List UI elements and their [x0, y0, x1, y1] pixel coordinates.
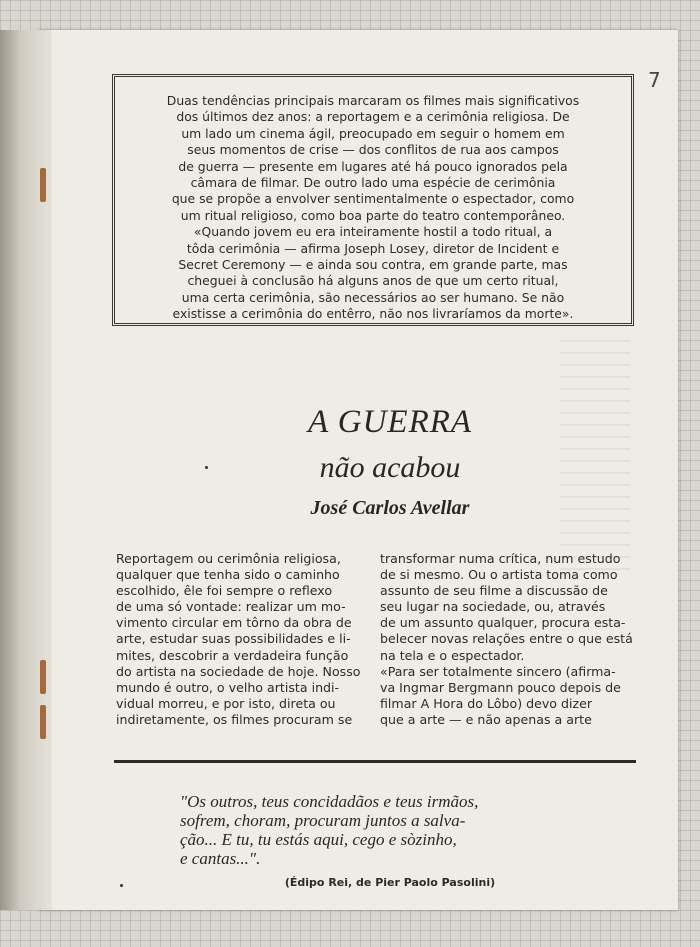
body-line: seu lugar na sociedade, ou, através: [380, 599, 606, 615]
staple-top: [40, 168, 46, 202]
body-line: transformar numa crítica, num estudo: [380, 551, 621, 566]
show-through-text: [560, 340, 630, 570]
article-subtitle: não acabou: [319, 451, 461, 484]
pasolini-quote: [180, 792, 600, 868]
intro-line: um lado um cinema ágil, preocupado em seguir o homem em: [181, 125, 565, 141]
page-number: 7: [648, 68, 661, 92]
body-line: arte, estudar suas possibilidades e li-: [116, 631, 351, 647]
body-line: vimento circular em tôrno da obra de: [116, 615, 352, 631]
body-line: indiretamente, os filmes procuram se: [116, 711, 353, 727]
quote-credit: (Édipo Rei, de Pier Paolo Pasolini): [284, 876, 496, 889]
article-author: José Carlos Avellar: [310, 497, 470, 519]
intro-line: seus momentos de crise — dos conflitos de rua aos campos: [187, 142, 559, 158]
staple-middle: [40, 660, 46, 694]
intro-box: [112, 74, 634, 326]
page-spine: [0, 30, 52, 910]
intro-line: «Quando jovem eu era inteiramente hostil a todo ritual, a: [193, 224, 553, 240]
staple-lower: [40, 705, 46, 739]
intro-line: de guerra — presente em lugares até há pouco ignorados pela: [178, 158, 568, 174]
intro-line: Duas tendências principais marcaram os filmes mais significativos: [166, 93, 580, 108]
body-line: filmar A Hora do Lôbo) devo dizer: [380, 695, 593, 711]
body-line: «Para ser totalmente sincero (afirma-: [380, 663, 616, 679]
body-line: va Ingmar Bergmann pouco depois de: [380, 679, 621, 695]
body-column-right: [380, 551, 633, 728]
intro-line: existisse a cerimônia do entêrro, não nos livraríamos da morte».: [172, 306, 574, 322]
body-line: mundo é outro, o velho artista indi-: [116, 679, 340, 695]
print-speck: [120, 884, 123, 887]
intro-line: um ritual religioso, como boa parte do teatro contemporâneo.: [180, 207, 566, 223]
intro-line: que se propõe a envolver sentimentalmente o espectador, como: [171, 191, 575, 207]
quote-line: e cantas...".: [180, 849, 261, 868]
body-line: do artista na sociedade de hoje. Nosso: [116, 663, 361, 679]
quote-line: ção... E tu, tu estás aqui, cego e sòzinho,: [180, 830, 457, 849]
body-line: de uma só vontade: realizar um mo-: [116, 599, 346, 615]
intro-line: uma certa cerimônia, são necessários ao ser humano. Se não: [181, 289, 565, 305]
divider-rule: [114, 760, 636, 763]
quote-line: sofrem, choram, procuram juntos a salva-: [180, 811, 466, 830]
intro-line: Secret Ceremony — e ainda sou contra, em grande parte, mas: [178, 257, 568, 273]
body-line: mites, descobrir a verdadeira função: [116, 647, 349, 663]
intro-line: câmara de filmar. De outro lado uma espécie de cerimônia: [190, 175, 556, 191]
body-line: qualquer que tenha sido o caminho: [116, 567, 340, 583]
body-line: Reportagem ou cerimônia religiosa,: [116, 551, 341, 566]
intro-line: dos últimos dez anos: a reportagem e a cerimônia religiosa. De: [176, 109, 570, 125]
body-line: de si mesmo. Ou o artista toma como: [380, 567, 618, 583]
body-column-left: [116, 551, 364, 728]
intro-line: tôda cerimônia — afirma Joseph Losey, diretor de Incident e: [186, 240, 560, 256]
body-line: na tela e o espectador.: [380, 647, 525, 663]
body-line: vidual morreu, e por isto, direta ou: [116, 695, 336, 711]
body-line: de um assunto qualquer, procura esta-: [380, 615, 626, 631]
quote-line: "Os outros, teus concidadãos e teus irmãos,: [180, 792, 479, 811]
intro-line: cheguei à conclusão há alguns anos de que um certo ritual,: [187, 273, 559, 289]
body-line: belecer novas relações entre o que está: [380, 631, 633, 647]
article-title: A GUERRA: [307, 404, 473, 440]
body-line: escolhido, êle foi sempre o reflexo: [116, 583, 333, 599]
body-line: que a arte — e não apenas a arte: [380, 711, 592, 727]
body-line: assunto de seu filme a discussão de: [380, 583, 608, 599]
print-speck: [205, 466, 208, 469]
